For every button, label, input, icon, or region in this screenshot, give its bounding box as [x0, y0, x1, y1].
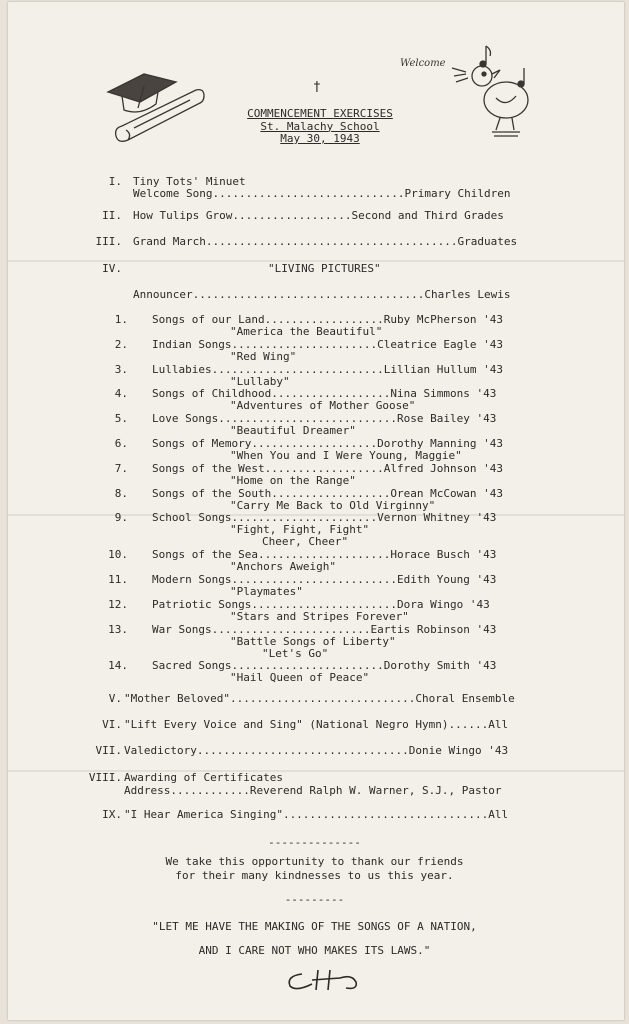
- item-number: 10.: [108, 548, 128, 562]
- song-title: "Beautiful Dreamer": [230, 424, 356, 438]
- section-line: Welcome Song.............................Primary Children: [133, 187, 511, 200]
- item-number: 1.: [114, 313, 128, 326]
- section-number: IV.: [102, 262, 122, 275]
- song-line: Love Songs...........................Rose Bailey '43: [152, 412, 497, 426]
- song-title: "When You and I Were Young, Maggie": [230, 449, 462, 462]
- quote-line-2: AND I CARE NOT WHO MAKES ITS LAWS.": [198, 944, 431, 957]
- section-line: "LIVING PICTURES": [268, 262, 381, 275]
- section-line: Grand March......................................Graduates: [133, 235, 518, 248]
- song-title: "Stars and Stripes Forever": [230, 609, 409, 623]
- svg-text:Welcome: Welcome: [400, 58, 446, 69]
- event-date: May 30, 1943: [280, 132, 360, 145]
- item-number: 13.: [108, 622, 128, 636]
- page-title: [200, 108, 440, 146]
- song-title: "Hail Queen of Peace": [230, 671, 370, 685]
- thanks-line-1: We take this opportunity to thank our friends: [165, 855, 464, 868]
- item-number: 14.: [108, 659, 128, 673]
- item-number: 8.: [114, 486, 128, 500]
- song-line: Songs of Childhood..................Nina Simmons '43: [152, 387, 497, 401]
- section-number: VI.: [102, 718, 122, 731]
- section-number: V.: [108, 692, 122, 705]
- section-number: II.: [102, 209, 122, 222]
- song-title: "Carry Me Back to Old Virginny": [230, 498, 436, 512]
- item-number: 4.: [114, 387, 128, 401]
- song-title: "Red Wing": [230, 349, 297, 363]
- graduation-cap-diploma-icon: [104, 64, 214, 149]
- section-line: "Mother Beloved"............................Choral Ensemble: [124, 692, 515, 705]
- section-number: VII.: [95, 744, 122, 757]
- song-line: Songs of our Land..................Ruby McPherson '43: [152, 313, 503, 326]
- section-number: IX.: [102, 808, 122, 821]
- song-line: Songs of the South..................Orean McCowan '43: [152, 486, 503, 500]
- section-line: How Tulips Grow..................Second and Third Grades: [133, 209, 504, 222]
- song-line: Sacred Songs.......................Dorothy Smith '43: [152, 659, 497, 673]
- section-line: "Lift Every Voice and Sing" (National Negro Hymn)......All: [124, 718, 509, 731]
- thanks-line-2: for their many kindnesses to us this year.: [175, 869, 454, 882]
- section-line: Address............Reverend Ralph W. Warner, S.J., Pastor: [124, 784, 502, 797]
- song-title: "Anchors Aweigh": [230, 560, 336, 574]
- song-title: "Fight, Fight, Fight": [230, 523, 370, 537]
- song-line: War Songs........................Eartis Robinson '43: [152, 622, 497, 636]
- section-line: Tiny Tots' Minuet: [133, 175, 246, 188]
- item-number: 11.: [108, 573, 128, 586]
- school-name: St. Malachy School: [260, 119, 380, 133]
- divider: ---------: [284, 893, 345, 906]
- song-title: "Adventures of Mother Goose": [230, 399, 416, 413]
- song-line: Modern Songs.........................Edith Young '43: [152, 573, 497, 586]
- cross-symbol: †: [313, 80, 321, 95]
- item-number: 12.: [108, 597, 128, 611]
- song-title: "Let's Go": [262, 646, 329, 660]
- song-title: "Home on the Range": [230, 473, 356, 487]
- section-line: "I Hear America Singing"...............................All: [124, 808, 509, 821]
- item-number: 5.: [114, 412, 128, 426]
- section-number: VIII.: [88, 771, 122, 784]
- section-number: I.: [108, 175, 122, 188]
- signature-mark: [284, 964, 384, 994]
- section-line: Valedictory................................Donie Wingo '43: [124, 744, 509, 757]
- song-line: Songs of the West..................Alfred Johnson '43: [152, 461, 503, 475]
- song-line: Songs of Memory...................Dorothy Manning '43: [152, 437, 503, 450]
- song-title: "America the Beautiful": [230, 325, 383, 338]
- item-number: 3.: [114, 362, 128, 376]
- song-title: "Playmates": [230, 585, 303, 598]
- song-line: School Songs......................Vernon Whitney '43: [152, 511, 497, 525]
- item-number: 2.: [114, 337, 128, 351]
- item-number: 6.: [114, 437, 128, 450]
- title: COMMENCEMENT EXERCISES: [247, 107, 393, 120]
- song-line: Lullabies..........................Lillian Hullum '43: [152, 362, 503, 376]
- announcer-line: Announcer...................................Charles Lewis: [133, 288, 511, 301]
- quote-line-1: "LET ME HAVE THE MAKING OF THE SONGS OF A NATION,: [152, 920, 477, 933]
- divider: --------------: [268, 836, 361, 849]
- song-title: "Lullaby": [230, 374, 290, 388]
- item-number: 7.: [114, 461, 128, 475]
- song-line: Songs of the Sea....................Horace Busch '43: [152, 548, 497, 562]
- song-line: Patriotic Songs......................Dora Wingo '43: [152, 597, 490, 611]
- section-line: Awarding of Certificates: [124, 771, 283, 784]
- section-number: III.: [95, 235, 122, 248]
- song-line: Indian Songs......................Cleatrice Eagle '43: [152, 337, 503, 351]
- song-title: Cheer, Cheer": [262, 535, 349, 549]
- item-number: 9.: [114, 511, 128, 525]
- song-title: "Battle Songs of Liberty": [230, 634, 396, 648]
